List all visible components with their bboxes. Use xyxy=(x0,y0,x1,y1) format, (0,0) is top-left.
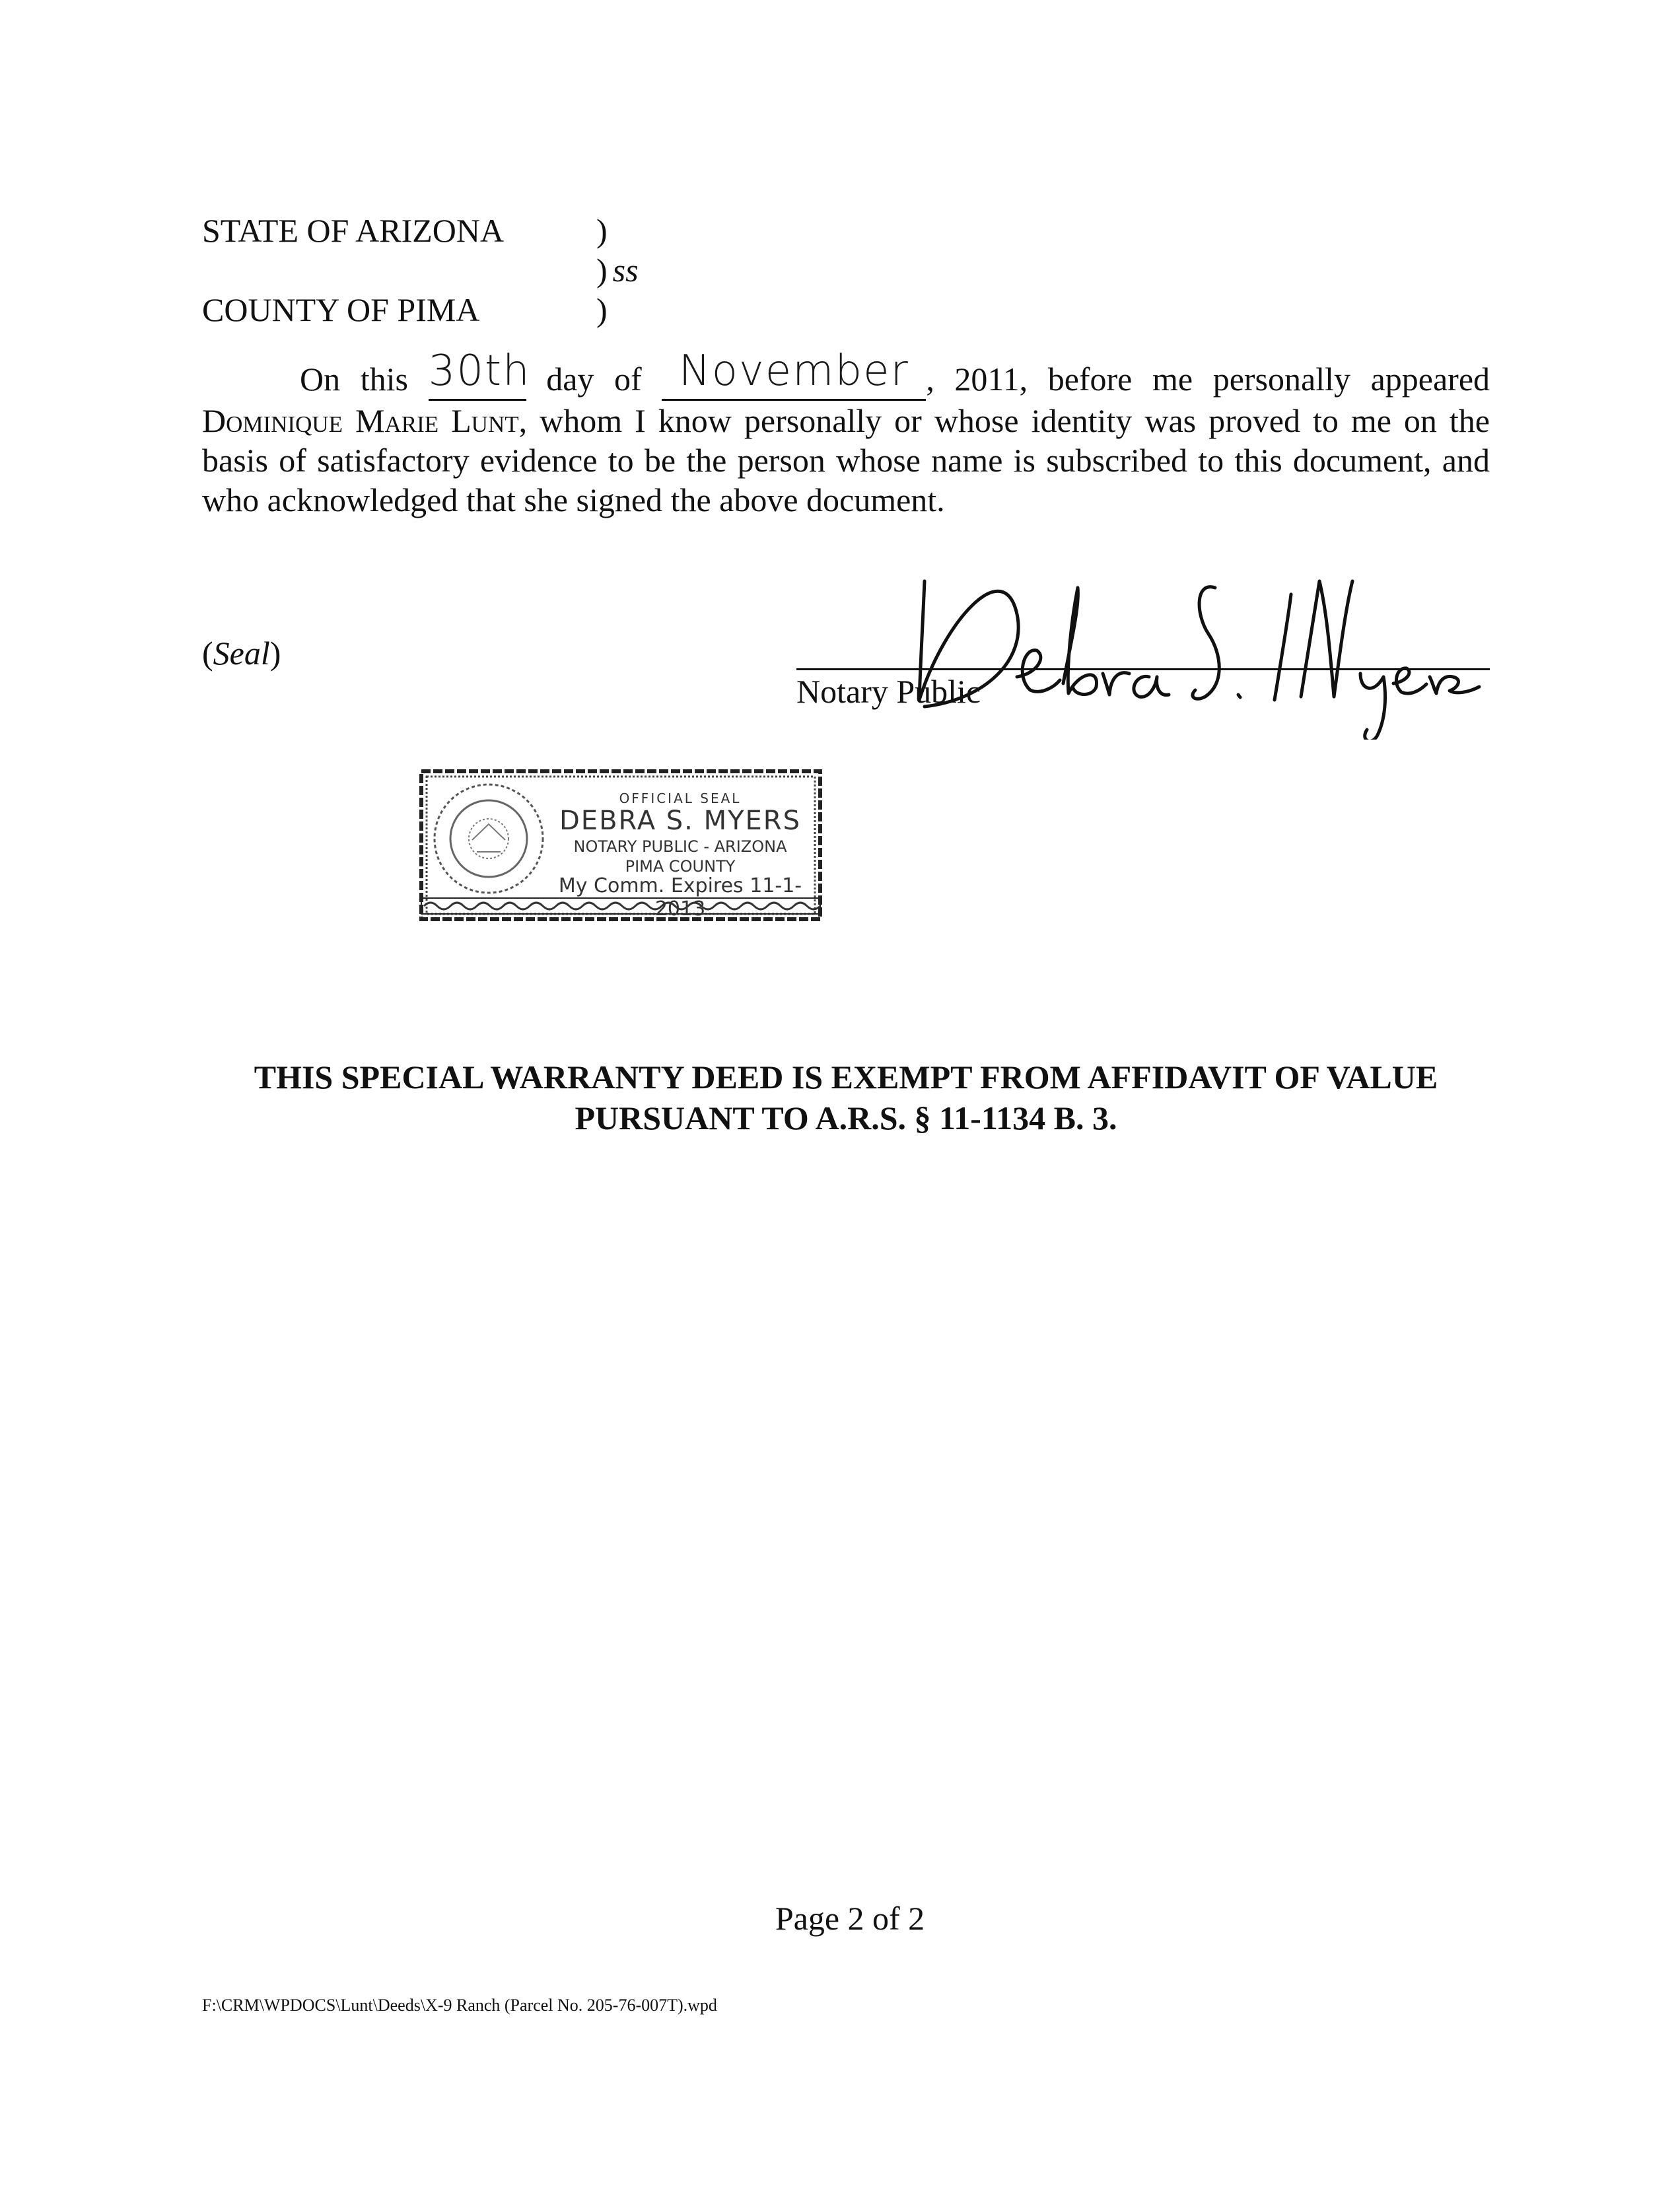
stamp-line-title: NOTARY PUBLIC - ARIZONA xyxy=(573,837,787,856)
seal-word: Seal xyxy=(213,635,270,672)
ack-year-text: , 2011, before me personally appeared xyxy=(926,361,1490,398)
seal-open-paren: ( xyxy=(202,635,213,672)
seal-close-paren: ) xyxy=(269,635,281,672)
exemption-statement xyxy=(202,1057,1490,1138)
stamp-line-name: DEBRA S. MYERS xyxy=(559,806,801,836)
exemption-line-1: THIS SPECIAL WARRANTY DEED IS EXEMPT FROM AFFIDAVIT OF VALUE xyxy=(254,1059,1438,1096)
state-label: STATE OF ARIZONA xyxy=(202,212,505,249)
day-value: 30th xyxy=(428,347,531,396)
page-number: Page 2 of 2 xyxy=(775,1900,925,1937)
stamp-line-expiration: My Comm. Expires 11-1-2013 xyxy=(558,874,802,921)
notary-signature xyxy=(905,541,1486,740)
stamp-line-official-seal: OFFICIAL SEAL xyxy=(619,790,742,806)
seal-label xyxy=(202,634,281,672)
exemption-line-2: PURSUANT TO A.R.S. § 11-1134 B. 3. xyxy=(575,1099,1117,1136)
venue-ss: ss xyxy=(612,252,639,289)
signature-line xyxy=(796,668,1490,670)
ack-body-text: , whom I know personally or whose identity was proved to me on the basis of satisfactory evidence to be the person whose name is subscribed to this document, and who acknowledged that she signed the above document. xyxy=(202,402,1490,518)
stamp-line-county: PIMA COUNTY xyxy=(625,857,736,876)
venue-paren: ) xyxy=(596,212,608,249)
acknowledgment-paragraph xyxy=(202,347,1490,520)
ack-day-of: day of xyxy=(546,361,642,398)
file-path: F:\CRM\WPDOCS\Lunt\Deeds\X-9 Ranch (Parcel No. 205-76-007T).wpd xyxy=(202,1996,717,2015)
day-fill-in xyxy=(428,347,531,401)
month-fill-in xyxy=(662,347,926,401)
month-value: November xyxy=(678,347,909,396)
person-name: Dominique Marie Lunt xyxy=(202,402,519,439)
signature-caption: Notary Public xyxy=(796,673,981,710)
ack-on-this: On this xyxy=(300,361,408,398)
venue-ss-bracket xyxy=(596,250,639,291)
county-label: COUNTY OF PIMA xyxy=(202,291,480,328)
venue-paren: ) xyxy=(596,252,608,289)
venue-paren: ) xyxy=(596,291,608,328)
